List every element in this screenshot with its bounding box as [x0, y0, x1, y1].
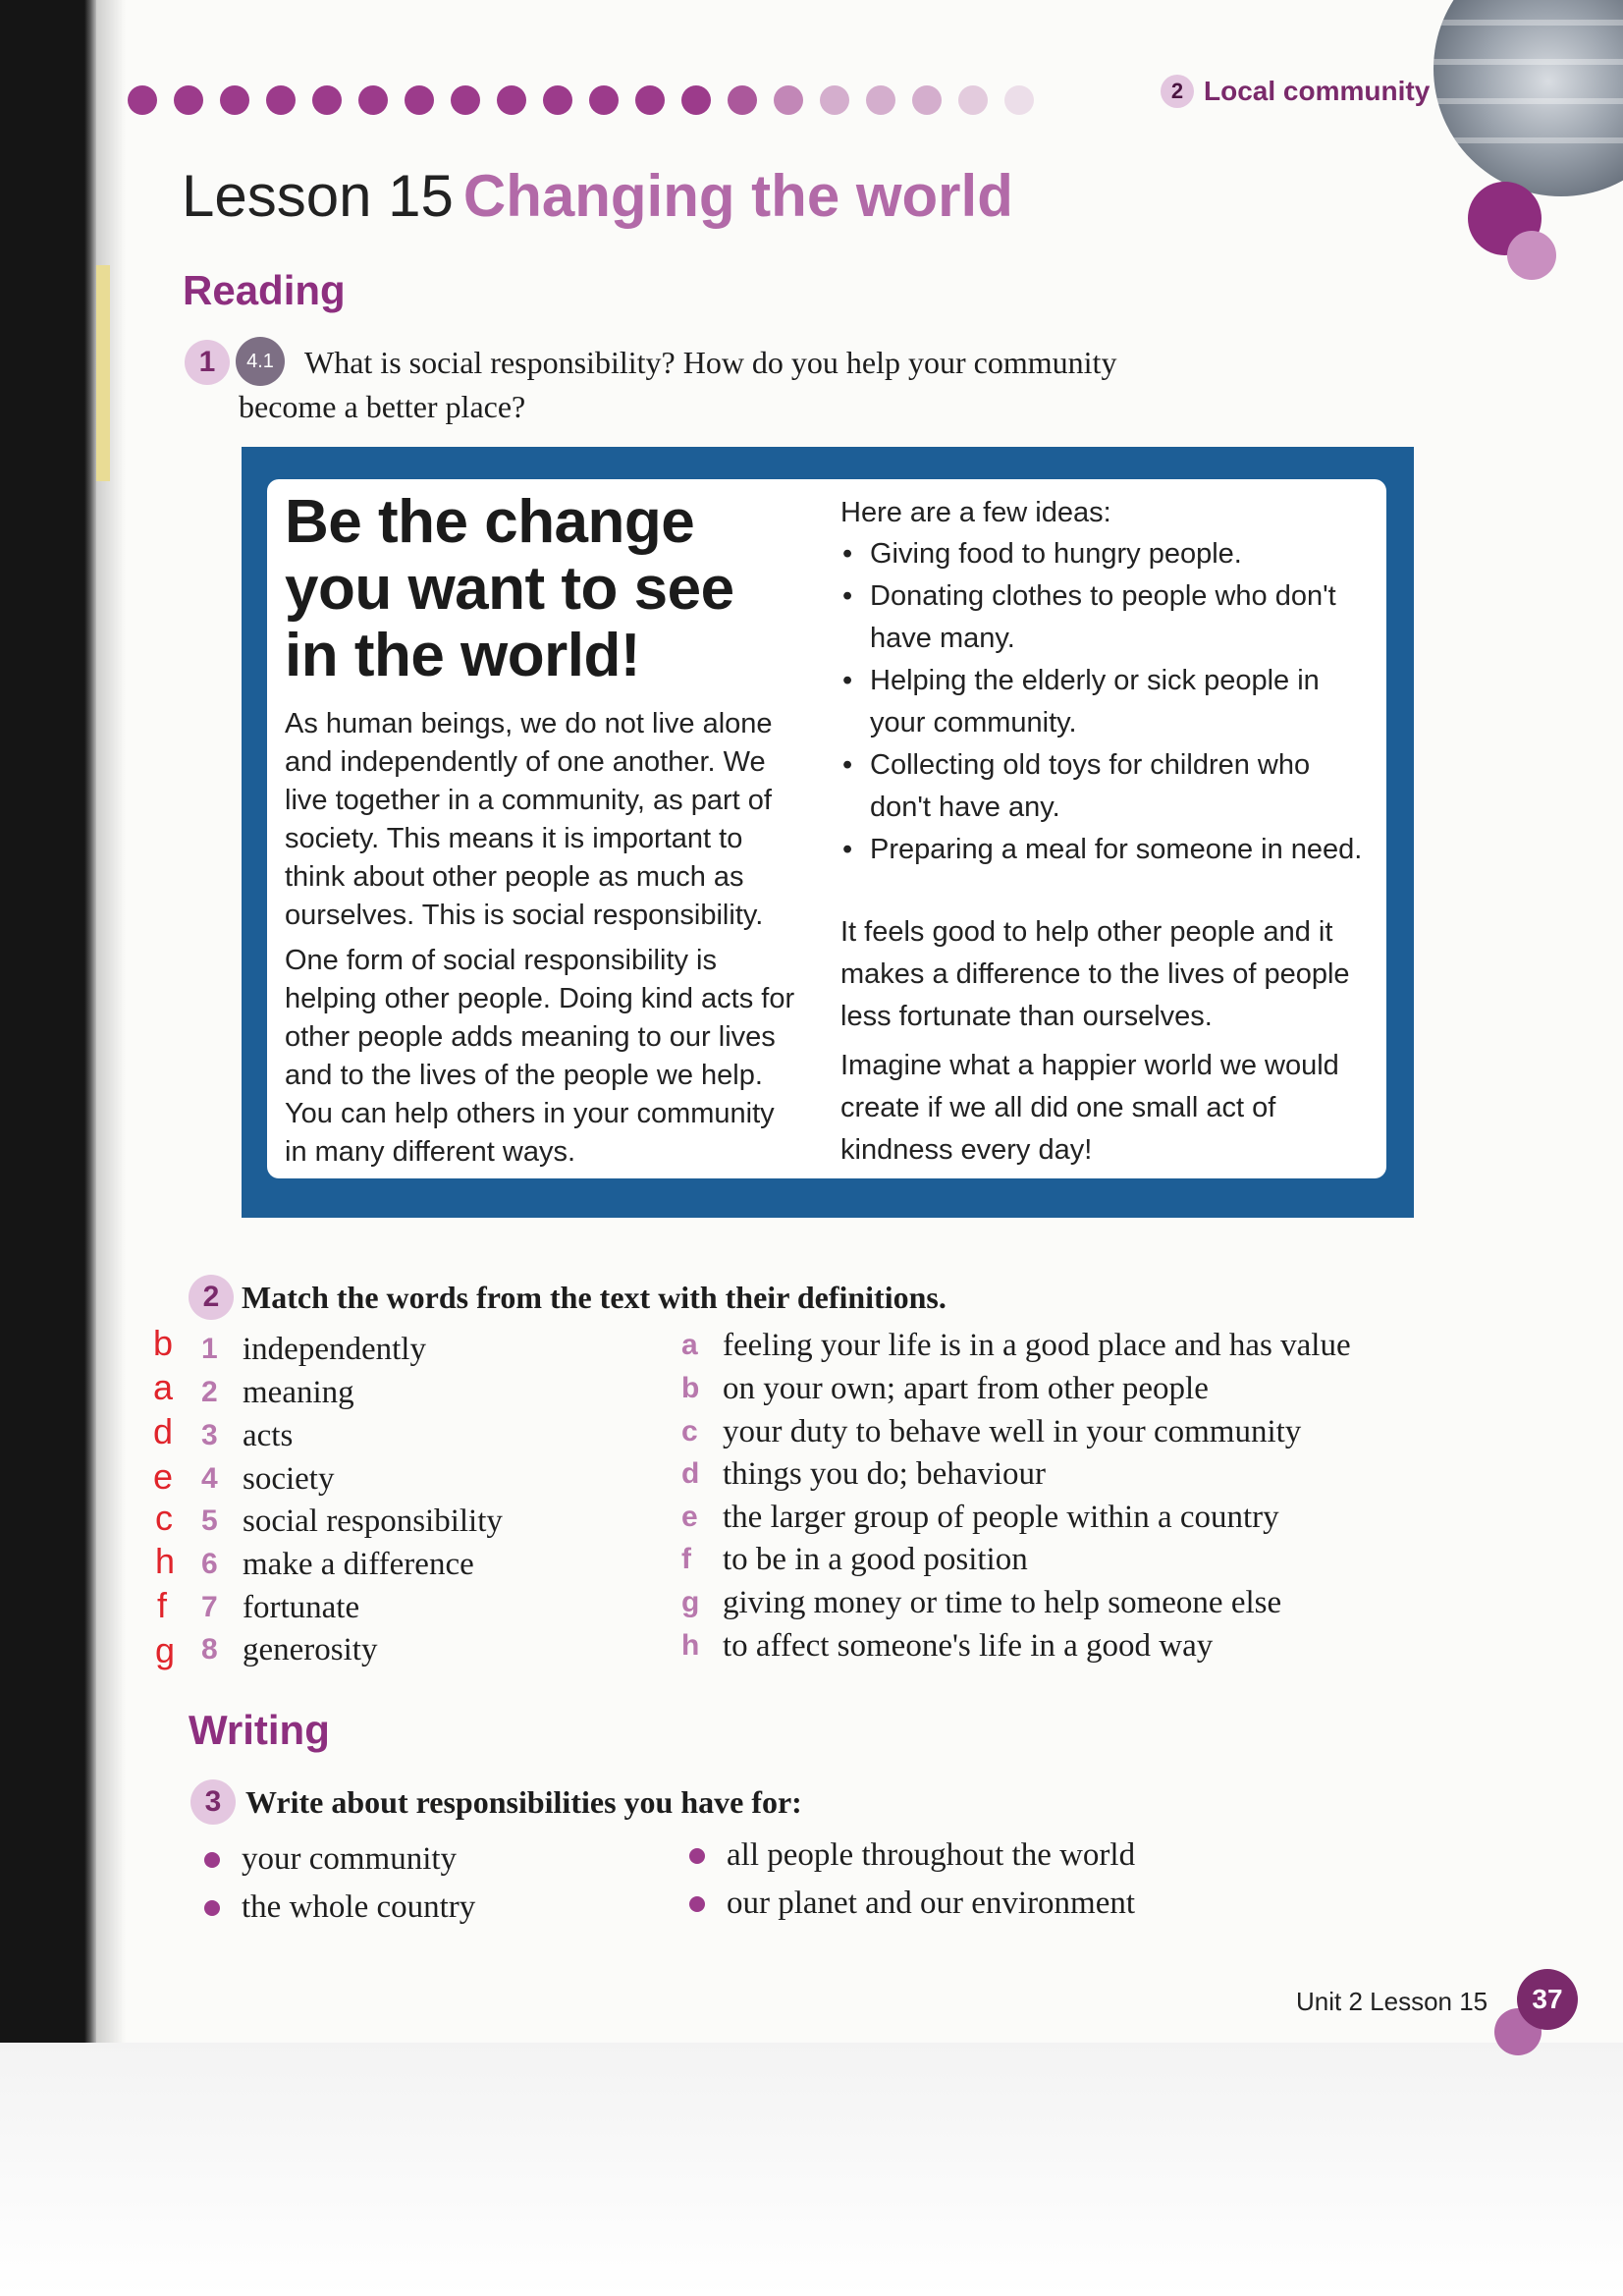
writing-item-text: your community — [242, 1841, 458, 1877]
ideas-list — [840, 533, 1371, 871]
ideas-list-item: • Helping the elderly or sick people in your community. — [840, 660, 1371, 744]
match-word: social responsibility — [243, 1503, 503, 1539]
header-dot — [958, 85, 988, 115]
match-definition-letter: d — [681, 1457, 700, 1490]
bullet-icon — [204, 1852, 220, 1868]
header-dot — [128, 85, 157, 115]
header-dot — [543, 85, 572, 115]
match-definition: to affect someone's life in a good way — [723, 1627, 1214, 1664]
handwritten-answer: a — [153, 1367, 174, 1407]
match-word-row — [201, 1416, 293, 1455]
writing-item-text: all people throughout the world — [727, 1837, 1136, 1873]
match-definition-row — [681, 1369, 1209, 1408]
match-definition: to be in a good position — [723, 1541, 1028, 1577]
header-dot — [774, 85, 803, 115]
handwritten-answer: g — [155, 1630, 176, 1670]
match-word-number: 1 — [201, 1333, 218, 1365]
match-definition-row — [681, 1412, 1301, 1451]
unit-number-badge: 2 — [1161, 75, 1194, 108]
handwritten-answer: d — [153, 1411, 174, 1451]
match-word-number: 6 — [201, 1548, 218, 1580]
header-dot — [358, 85, 388, 115]
match-definition-row — [681, 1583, 1281, 1622]
match-word-row — [201, 1630, 377, 1669]
match-definition-letter: a — [681, 1329, 698, 1361]
match-word-row — [201, 1459, 334, 1499]
match-word-number: 7 — [201, 1591, 218, 1623]
match-definition-letter: e — [681, 1501, 698, 1533]
ideas-list-item: • Preparing a meal for someone in need. — [840, 829, 1371, 871]
header-dot — [1004, 85, 1034, 115]
reading-heading: Reading — [183, 267, 346, 313]
header-dot — [635, 85, 665, 115]
match-definition-row — [681, 1626, 1213, 1666]
book-spine — [0, 0, 96, 2043]
match-definition: on your own; apart from other people — [723, 1370, 1209, 1406]
match-definition-letter: f — [681, 1543, 691, 1575]
ideas-list-item: • Collecting old toys for children who don't have any. — [840, 744, 1371, 829]
match-word: independently — [243, 1331, 426, 1367]
footer-unit-lesson: Unit 2 Lesson 15 — [1296, 1987, 1488, 2016]
match-word: make a difference — [243, 1546, 474, 1582]
match-definition: your duty to behave well in your community — [723, 1413, 1302, 1449]
exercise-1-question-line2: become a better place? — [239, 389, 526, 424]
page-tab-marker — [96, 265, 110, 481]
match-word-row — [201, 1588, 359, 1627]
match-definition-row — [681, 1498, 1279, 1537]
match-word: fortunate — [243, 1589, 360, 1625]
match-definition-letter: c — [681, 1415, 698, 1448]
lesson-topic: Changing the world — [462, 163, 1013, 229]
exercise-2-number: 2 — [189, 1275, 234, 1320]
article-paragraph-1: As human beings, we do not live alone and independently of one another. We live together in a community, as part of society. This means it is important to think about other people as much as ourselves. This is social responsibility. — [285, 708, 773, 931]
header-dot — [728, 85, 757, 115]
match-definition: the larger group of people within a country — [723, 1499, 1279, 1535]
ideas-intro: Here are a few ideas: — [840, 497, 1111, 528]
handwritten-answer: c — [155, 1498, 173, 1538]
writing-item-text: the whole country — [242, 1889, 476, 1925]
handwritten-answer: b — [153, 1323, 174, 1363]
handwritten-answer: h — [155, 1541, 176, 1581]
exercise-1-question-line1: What is social responsibility? How do you help your community — [304, 345, 1117, 380]
bullet-icon — [689, 1848, 705, 1864]
match-word: generosity — [243, 1631, 378, 1667]
exercise-3-number: 3 — [190, 1779, 236, 1825]
match-word-row — [201, 1330, 426, 1369]
lesson-label: Lesson 15 — [182, 163, 454, 229]
unit-title: Local community — [1204, 76, 1431, 106]
bullet-icon — [204, 1900, 220, 1916]
header-dot — [451, 85, 480, 115]
article-paragraph-2: One form of social responsibility is helping other people. Doing kind acts for other people adds meaning to our lives and to the lives of the people we help. You can help others in your community in many different ways. — [285, 945, 795, 1168]
header-dot — [589, 85, 619, 115]
header-dot — [497, 85, 526, 115]
match-word-number: 4 — [201, 1462, 218, 1495]
handwritten-answer: e — [153, 1456, 174, 1497]
writing-bullet-item — [204, 1841, 457, 1878]
match-definition-row — [681, 1540, 1028, 1579]
exercise-1-number: 1 — [185, 340, 230, 385]
ideas-list-item: • Donating clothes to people who don't have many. — [840, 575, 1371, 660]
decor-circle — [1507, 231, 1556, 280]
header-dot — [912, 85, 942, 115]
article-paragraph-4: Imagine what a happier world we would create if we all did one small act of kindness every day! — [840, 1050, 1339, 1166]
header-dot — [312, 85, 342, 115]
speaking-icon-label: 4.1 — [246, 350, 274, 372]
match-word-row — [201, 1502, 503, 1541]
match-definition: feeling your life is in a good place and has value — [723, 1327, 1351, 1363]
handwritten-answer: f — [157, 1585, 168, 1625]
lesson-title — [182, 162, 1013, 230]
match-word-row — [201, 1373, 354, 1412]
match-word-number: 5 — [201, 1504, 218, 1537]
unit-tag — [1161, 75, 1430, 108]
article-headline: Be the change you want to see in the world! — [285, 488, 734, 689]
page-number: 37 — [1517, 1969, 1578, 2030]
match-word-number: 8 — [201, 1633, 218, 1666]
writing-item-text: our planet and our environment — [727, 1886, 1136, 1921]
bullet-icon — [689, 1896, 705, 1912]
match-definition-row — [681, 1454, 1046, 1494]
writing-heading: Writing — [189, 1707, 330, 1753]
header-dot — [681, 85, 711, 115]
header-dot — [220, 85, 249, 115]
header-dot-row — [128, 81, 1034, 120]
match-word: society — [243, 1460, 335, 1497]
match-word: acts — [243, 1417, 294, 1453]
header-dot — [405, 85, 434, 115]
match-word-number: 2 — [201, 1376, 218, 1408]
match-word: meaning — [243, 1374, 354, 1410]
writing-bullet-item — [689, 1886, 1135, 1922]
match-definition-letter: g — [681, 1586, 700, 1618]
page-bottom-margin — [0, 2043, 1623, 2296]
header-dot — [174, 85, 203, 115]
match-definition: things you do; behaviour — [723, 1455, 1047, 1492]
header-dot — [866, 85, 895, 115]
match-definition: giving money or time to help someone else — [723, 1584, 1282, 1620]
match-word-number: 3 — [201, 1419, 218, 1451]
header-dot — [266, 85, 296, 115]
exercise-3-instruction: Write about responsibilities you have for: — [245, 1784, 802, 1820]
writing-bullet-item — [204, 1889, 475, 1926]
match-definition-letter: b — [681, 1372, 700, 1404]
match-word-row — [201, 1545, 474, 1584]
article-paragraph-3: It feels good to help other people and it makes a difference to the lives of people less fortunate than ourselves. — [840, 916, 1350, 1032]
exercise-2-instruction: Match the words from the text with their definitions. — [242, 1280, 947, 1315]
match-definition-row — [681, 1326, 1351, 1365]
match-definition-letter: h — [681, 1629, 700, 1662]
ideas-list-item: • Giving food to hungry people. — [840, 533, 1371, 575]
header-dot — [820, 85, 849, 115]
speaking-icon — [236, 337, 285, 386]
writing-bullet-item — [689, 1837, 1135, 1874]
